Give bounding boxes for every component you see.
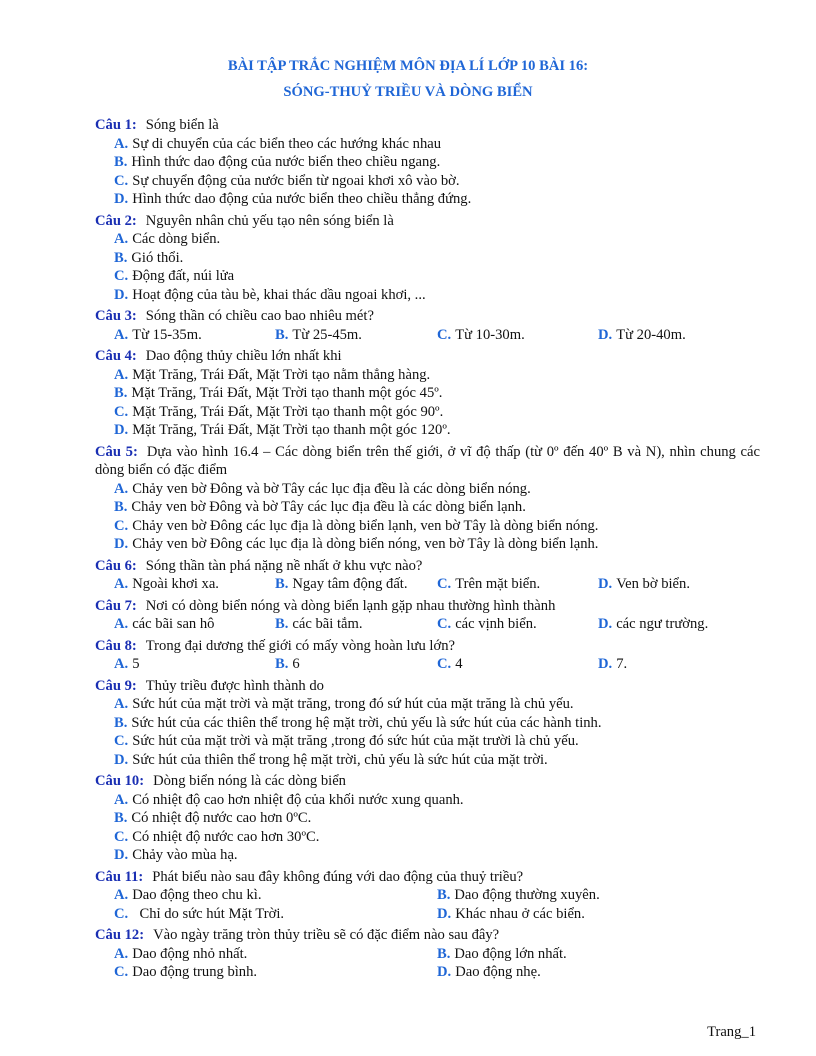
option-text: Dao động thường xuyên.	[454, 887, 600, 903]
answer-option	[437, 963, 760, 982]
option-letter: D.	[114, 847, 129, 863]
answer-option	[114, 249, 760, 268]
answer-option	[275, 615, 437, 634]
option-text: Mặt Trăng, Trái Đất, Mặt Trời tạo thanh một góc 45º.	[131, 385, 443, 401]
answer-option	[437, 945, 760, 964]
answer-option	[114, 286, 760, 305]
option-letter: C.	[114, 268, 129, 284]
question-9	[95, 677, 760, 770]
option-letter: A.	[114, 135, 129, 152]
option-text: Hình thức dao động của nước biển theo chiều ngang.	[131, 154, 441, 170]
question-stem	[95, 772, 760, 791]
document-subtitle: SÓNG-THUỶ TRIỀU VÀ DÒNG BIỂN	[283, 84, 533, 100]
answer-options	[95, 655, 760, 674]
option-letter: D.	[114, 422, 129, 438]
question-text: Nguyên nhân chủ yếu tạo nên sóng biển là	[145, 212, 394, 229]
question-text: Nơi có dòng biển nóng và dòng biển lạnh gặp nhau thường hình thành	[145, 597, 556, 614]
option-letter: C.	[114, 517, 129, 534]
answer-option	[275, 575, 437, 594]
answer-option	[114, 886, 437, 905]
option-text: Sự di chuyển của các biển theo các hướng khác nhau	[132, 135, 442, 152]
answer-option	[437, 575, 598, 594]
option-text: Sức hút của mặt trời và mặt trăng ,trong đó sức hút của mặt trười là chủ yếu.	[132, 733, 579, 749]
question-text: Sóng thần tàn phá nặng nề nhất ở khu vực nào?	[145, 557, 423, 574]
option-text: các ngư trường.	[616, 616, 709, 632]
answer-option	[437, 615, 598, 634]
question-11	[95, 868, 760, 924]
option-letter: C.	[437, 326, 452, 343]
answer-option	[114, 751, 760, 770]
option-text: Dao động nhỏ nhất.	[132, 945, 248, 962]
option-letter: C.	[114, 828, 129, 845]
answer-option	[114, 267, 760, 286]
question-text: Dựa vào hình 16.4 – Các dòng biển trên thế giới, ở vĩ độ thấp (từ 0º đến 40º B và N), nhìn chung các dòng biển có đặc điểm	[95, 443, 760, 478]
question-text: Sóng biển là	[145, 117, 219, 133]
option-text: Các dòng biển.	[132, 231, 221, 247]
option-letter: A.	[114, 887, 129, 903]
option-letter: B.	[114, 154, 128, 170]
answer-option	[437, 326, 598, 345]
option-letter: D.	[114, 191, 129, 207]
option-letter: B.	[114, 385, 128, 401]
page-number: Trang_1	[707, 1024, 756, 1040]
answer-option	[437, 886, 760, 905]
question-stem	[95, 637, 760, 656]
question-number: Câu 10:	[95, 773, 145, 789]
option-text: Dao động lớn nhất.	[454, 945, 567, 962]
option-letter: B.	[275, 326, 289, 343]
option-text: Khác nhau ở các biển.	[455, 905, 585, 922]
answer-option	[598, 615, 760, 634]
option-letter: D.	[114, 536, 129, 552]
question-12	[95, 926, 760, 982]
option-text: Sức hút của các thiên thể trong hệ mặt trời, chủ yếu là sức hút của các hành tinh.	[131, 714, 602, 731]
option-text: Mặt Trăng, Trái Đất, Mặt Trời tạo thanh một góc 90º.	[132, 403, 444, 420]
document-title: BÀI TẬP TRẮC NGHIỆM MÔN ĐỊA LÍ LỚP 10 BÀI 16:	[227, 58, 589, 74]
option-text: Dao động trung bình.	[132, 964, 258, 980]
answer-option	[114, 153, 760, 172]
option-text: Sức hút của mặt trời và mặt trăng, trong đó sứ hút của mặt trăng là chủ yếu.	[132, 696, 574, 712]
option-text: Sự chuyển động của nước biển từ ngoai khơi xô vào bờ.	[132, 172, 460, 189]
question-number: Câu 2:	[95, 212, 137, 229]
question-number: Câu 11:	[95, 868, 144, 885]
option-text: các bãi san hô	[132, 616, 215, 632]
option-text: Hình thức dao động của nước biển theo chiều thẳng đứng.	[132, 191, 472, 207]
option-text: Chảy ven bờ Đông các lục địa là dòng biển lạnh, ven bờ Tây là dòng biển nóng.	[132, 517, 599, 534]
option-text: Động đất, núi lửa	[132, 268, 235, 284]
option-text: 6	[292, 656, 300, 672]
answer-option	[114, 714, 760, 733]
question-text: Phát biểu nào sau đây không đúng với dao động của thuỷ triều?	[152, 868, 524, 885]
option-letter: B.	[114, 499, 128, 515]
answer-option	[437, 655, 598, 674]
option-text: Chảy ven bờ Đông các lục địa là dòng biển nóng, ven bờ Tây là dòng biển lạnh.	[132, 536, 599, 552]
question-text: Thủy triều được hình thành do	[145, 677, 324, 694]
option-letter: C.	[114, 964, 129, 980]
answer-options	[95, 366, 760, 440]
option-text: 4	[455, 656, 463, 672]
option-text: Dao động theo chu kì.	[132, 887, 262, 903]
answer-option	[114, 190, 760, 209]
option-text: Từ 15-35m.	[132, 326, 202, 343]
question-number: Câu 8:	[95, 637, 137, 654]
answer-option	[437, 905, 760, 924]
option-text: Từ 10-30m.	[455, 326, 525, 343]
answer-option	[114, 846, 760, 865]
question-1	[95, 116, 760, 209]
option-letter: A.	[114, 231, 129, 247]
option-letter: B.	[114, 714, 128, 731]
option-letter: B.	[275, 616, 289, 632]
option-text: các vịnh biển.	[455, 616, 537, 632]
question-stem	[95, 868, 760, 887]
option-letter: B.	[275, 656, 289, 672]
option-letter: C.	[114, 905, 129, 922]
question-8	[95, 637, 760, 674]
answer-option	[114, 828, 760, 847]
option-letter: A.	[114, 576, 129, 592]
option-letter: D.	[598, 656, 613, 672]
question-number: Câu 9:	[95, 677, 137, 694]
question-3	[95, 307, 760, 344]
answer-option	[114, 732, 760, 751]
question-stem	[95, 212, 760, 231]
answer-option	[114, 791, 760, 810]
option-letter: B.	[437, 945, 451, 962]
question-text: Trong đại dương thế giới có mấy vòng hoàn lưu lớn?	[145, 637, 455, 654]
question-4	[95, 347, 760, 440]
question-stem	[95, 677, 760, 696]
option-text: Ngoài khơi xa.	[132, 576, 219, 592]
answer-option	[114, 480, 760, 499]
question-text: Dòng biển nóng là các dòng biển	[153, 773, 346, 789]
question-7	[95, 597, 760, 634]
answer-option	[114, 655, 275, 674]
option-letter: C.	[437, 616, 452, 632]
question-number: Câu 7:	[95, 597, 137, 614]
question-number: Câu 12:	[95, 927, 145, 943]
answer-options	[95, 615, 760, 634]
answer-options	[95, 695, 760, 769]
option-letter: A.	[114, 480, 129, 497]
question-10	[95, 772, 760, 865]
question-number: Câu 3:	[95, 308, 137, 324]
question-stem	[95, 307, 760, 326]
question-number: Câu 4:	[95, 348, 137, 364]
answer-option	[275, 655, 437, 674]
option-letter: B.	[275, 576, 289, 592]
answer-option	[114, 230, 760, 249]
question-list	[95, 116, 760, 985]
question-5	[95, 443, 760, 554]
option-text: Mặt Trăng, Trái Đất, Mặt Trời tạo thanh một góc 120º.	[132, 422, 451, 438]
answer-options	[95, 135, 760, 209]
option-letter: C.	[437, 576, 452, 592]
option-letter: A.	[114, 945, 129, 962]
option-letter: B.	[437, 887, 451, 903]
answer-option	[114, 172, 760, 191]
option-text: Có nhiệt độ nước cao hơn 30ºC.	[132, 828, 320, 845]
option-text: Chỉ do sức hút Mặt Trời.	[132, 905, 285, 922]
question-stem	[95, 926, 760, 945]
option-letter: D.	[114, 751, 129, 768]
answer-option	[275, 326, 437, 345]
answer-option	[114, 421, 760, 440]
option-letter: A.	[114, 366, 129, 383]
answer-options	[95, 230, 760, 304]
option-letter: B.	[114, 810, 128, 826]
option-letter: D.	[598, 326, 613, 343]
option-letter: A.	[114, 326, 129, 343]
answer-option	[114, 326, 275, 345]
option-text: Chảy ven bờ Đông và bờ Tây các lục địa đều là các dòng biển nóng.	[132, 480, 531, 497]
option-letter: C.	[437, 656, 452, 672]
option-text: Ven bờ biển.	[616, 576, 690, 592]
question-text: Sóng thần có chiều cao bao nhiêu mét?	[145, 308, 374, 324]
option-letter: B.	[114, 249, 128, 266]
question-6	[95, 557, 760, 594]
question-2	[95, 212, 760, 305]
option-letter: A.	[114, 616, 129, 632]
option-letter: D.	[437, 964, 452, 980]
answer-options	[95, 791, 760, 865]
question-text: Dao động thủy chiều lớn nhất khi	[145, 348, 342, 364]
option-text: Chảy ven bờ Đông và bờ Tây các lục địa đều là các dòng biển lạnh.	[131, 499, 526, 515]
answer-options	[95, 480, 760, 554]
question-stem	[95, 347, 760, 366]
option-text: Dao động nhẹ.	[455, 964, 541, 980]
answer-option	[114, 498, 760, 517]
answer-option	[114, 905, 437, 924]
answer-option	[598, 326, 760, 345]
answer-options	[95, 886, 760, 923]
answer-option	[114, 366, 760, 385]
question-stem	[95, 116, 760, 135]
option-text: 7.	[616, 656, 628, 672]
option-text: Chảy vào mùa hạ.	[132, 847, 238, 863]
answer-options	[95, 945, 760, 982]
option-text: Ngay tâm động đất.	[292, 576, 408, 592]
option-text: Trên mặt biển.	[455, 576, 541, 592]
option-letter: A.	[114, 696, 129, 712]
answer-option	[114, 575, 275, 594]
option-letter: D.	[114, 286, 129, 303]
question-text: Vào ngày trăng tròn thủy triều sẽ có đặc điểm nào sau đây?	[153, 927, 500, 943]
question-stem	[95, 597, 760, 616]
option-letter: D.	[598, 576, 613, 592]
answer-option	[598, 575, 760, 594]
option-text: Có nhiệt độ cao hơn nhiệt độ của khối nước xung quanh.	[132, 791, 464, 808]
option-text: Từ 25-45m.	[292, 326, 362, 343]
question-number: Câu 1:	[95, 117, 137, 133]
option-text: Sức hút của thiên thể trong hệ mặt trời, chủ yếu là sức hút của mặt trời.	[132, 751, 548, 768]
option-letter: A.	[114, 656, 129, 672]
answer-option	[114, 615, 275, 634]
answer-option	[114, 384, 760, 403]
option-text: Hoạt động của tàu bè, khai thác dầu ngoai khơi, ...	[132, 286, 426, 303]
answer-option	[114, 517, 760, 536]
answer-option	[598, 655, 760, 674]
answer-option	[114, 535, 760, 554]
option-letter: D.	[437, 905, 452, 922]
question-stem	[95, 443, 760, 480]
answer-options	[95, 326, 760, 345]
option-letter: D.	[598, 616, 613, 632]
answer-option	[114, 809, 760, 828]
option-text: Từ 20-40m.	[616, 326, 686, 343]
option-text: Gió thổi.	[131, 249, 184, 266]
option-letter: C.	[114, 403, 129, 420]
answer-option	[114, 403, 760, 422]
option-letter: A.	[114, 791, 129, 808]
option-text: 5	[132, 656, 140, 672]
option-text: Có nhiệt độ nước cao hơn 0ºC.	[131, 810, 312, 826]
question-number: Câu 6:	[95, 557, 137, 574]
answer-option	[114, 963, 437, 982]
answer-option	[114, 135, 760, 154]
question-stem	[95, 557, 760, 576]
question-number: Câu 5:	[95, 443, 138, 460]
option-text: các bãi tắm.	[292, 616, 363, 632]
answer-option	[114, 945, 437, 964]
option-letter: C.	[114, 733, 129, 749]
option-text: Mặt Trăng, Trái Đất, Mặt Trời tạo nằm thẳng hàng.	[132, 366, 431, 383]
answer-option	[114, 695, 760, 714]
answer-options	[95, 575, 760, 594]
option-letter: C.	[114, 172, 129, 189]
